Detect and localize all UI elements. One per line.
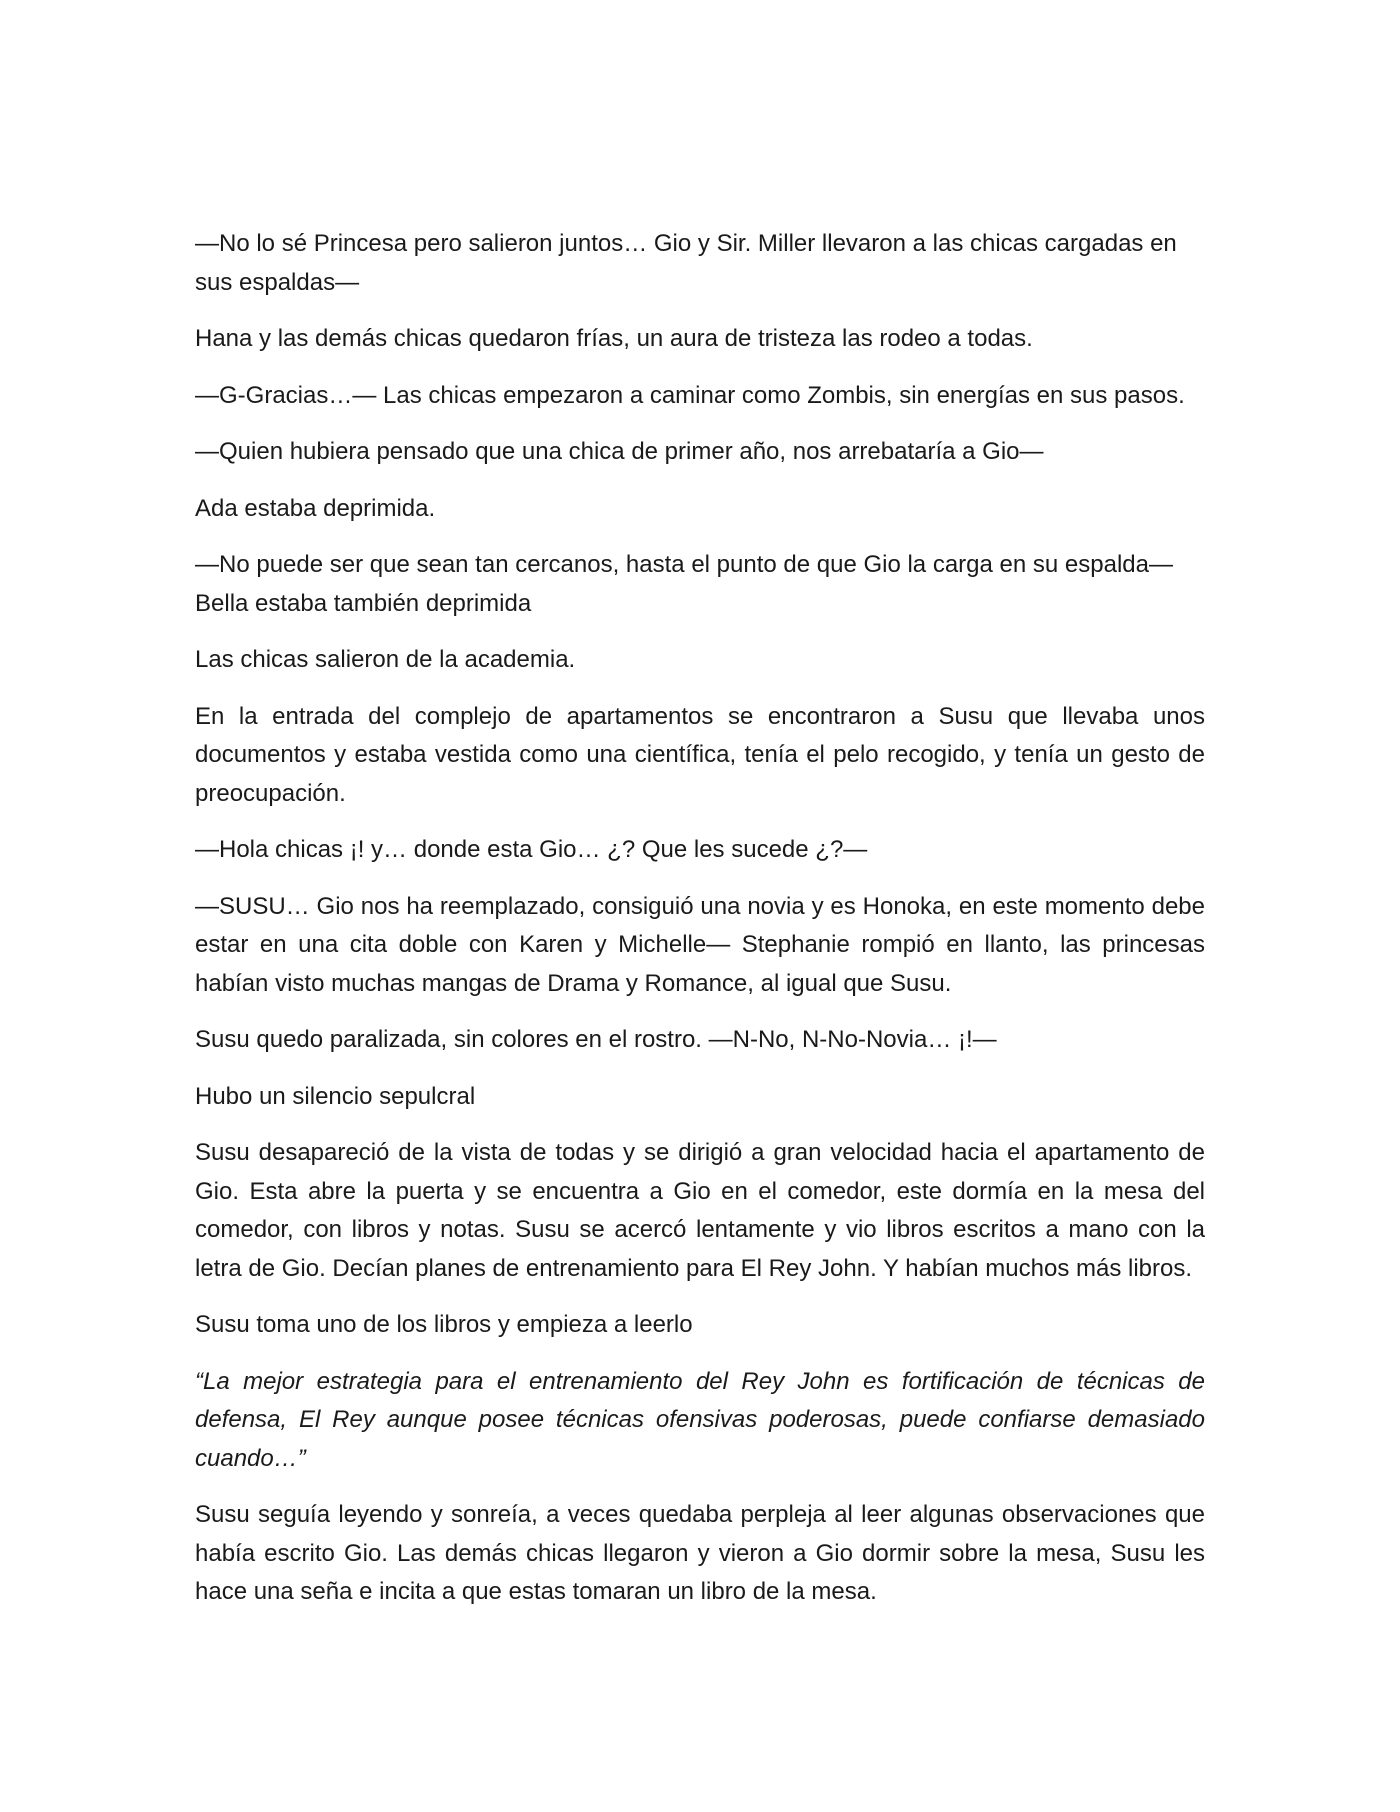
paragraph [195, 698, 1205, 814]
text-line: Ada estaba deprimida. [195, 494, 436, 522]
paragraph [195, 641, 1205, 680]
text-line: “La mejor estrategia para el entrenamiento del Rey John es fortificación de técnicas de defensa, El Rey aunque posee técnicas ofensivas poderosas, puede confiarse demasiado cuando…” [195, 1367, 1205, 1472]
text-line: Hubo un silencio sepulcral [195, 1082, 476, 1110]
paragraph [195, 1078, 1205, 1117]
text-line: Hana y las demás chicas quedaron frías, un aura de tristeza las rodeo a todas. [195, 325, 1033, 352]
document-body [195, 225, 1205, 1630]
text-line: sus espaldas— [195, 268, 360, 296]
text-line: —Quien hubiera pensado que una chica de primer año, nos arrebataría a Gio— [195, 438, 1044, 465]
paragraph [195, 1306, 1205, 1345]
text-line: —G-Gracias…— Las chicas empezaron a caminar como Zombis, sin energías en sus pasos. [195, 381, 1185, 409]
paragraph [195, 546, 1205, 623]
text-line: Susu quedo paralizada, sin colores en el rostro. —N-No, N-No-Novia… ¡!— [195, 1026, 997, 1053]
paragraph [195, 377, 1205, 416]
text-line: Bella estaba también deprimida [195, 589, 532, 617]
text-line: —No puede ser que sean tan cercanos, hasta el punto de que Gio la carga en su espalda— [195, 551, 1173, 578]
paragraph [195, 433, 1205, 472]
text-line: —SUSU… Gio nos ha reemplazado, consiguió una novia y es Honoka, en este momento debe estar en una cita doble con Karen y Michelle— Stephanie rompió en llanto, las princesas habían visto muchas mangas de Drama y Romance, al igual que Susu. [195, 892, 1205, 997]
paragraph [195, 1134, 1205, 1288]
paragraph [195, 1021, 1205, 1060]
paragraph [195, 320, 1205, 359]
text-line: Susu desapareció de la vista de todas y se dirigió a gran velocidad hacia el apartamento de Gio. Esta abre la puerta y se encuentra a Gio en el comedor, este dormía en la mesa del comedor, con libros y notas. Susu se acercó lentamente y vio libros escritos a mano con la letra de Gio. Decían planes de entrenamiento para El Rey John. Y habían muchos más libros. [195, 1139, 1205, 1282]
paragraph [195, 831, 1205, 870]
text-line: —No lo sé Princesa pero salieron juntos… Gio y Sir. Miller llevaron a las chicas cargadas en [195, 230, 1177, 257]
text-line: Susu seguía leyendo y sonreía, a veces quedaba perpleja al leer algunas observaciones que había escrito Gio. Las demás chicas llegaron y vieron a Gio dormir sobre la mesa, Susu les hace una seña e incita a que estas tomaran un libro de la mesa. [195, 1501, 1205, 1605]
paragraph [195, 490, 1205, 529]
text-line: Susu toma uno de los libros y empieza a leerlo [195, 1311, 693, 1338]
paragraph [195, 225, 1205, 302]
text-line: Las chicas salieron de la academia. [195, 646, 576, 673]
paragraph [195, 1496, 1205, 1612]
text-line: En la entrada del complejo de apartamentos se encontraron a Susu que llevaba unos documentos y estaba vestida como una científica, tenía el pelo recogido, y tenía un gesto de preocupación. [195, 702, 1205, 807]
quoted-paragraph [195, 1363, 1205, 1479]
text-line: —Hola chicas ¡! y… donde esta Gio… ¿? Que les sucede ¿?— [195, 836, 868, 863]
paragraph [195, 888, 1205, 1004]
